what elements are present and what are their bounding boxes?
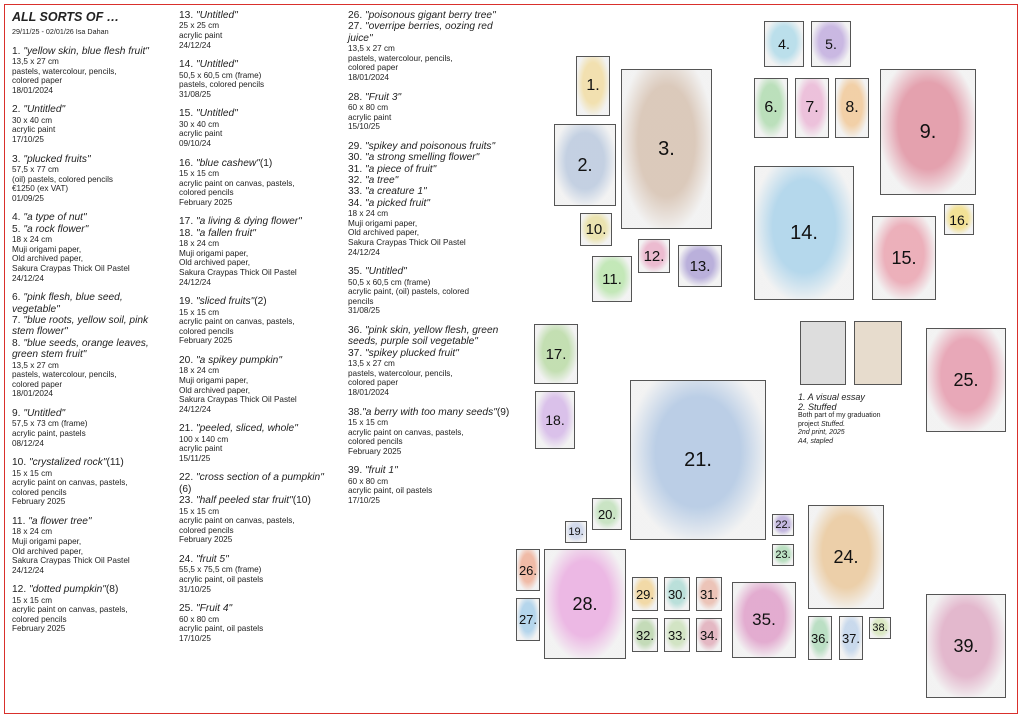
artwork-title [12,154,162,165]
artwork-details: 60 x 80 cm acrylic paint, oil pastels 17/10/25 [179,614,264,643]
artwork-title-text: "cross section of a pumpkin" [196,472,324,484]
artwork-label: 11. [602,270,622,288]
artwork-details: 15 x 15 cm acrylic paint on canvas, pastels, colored pencils February 2025 [12,595,128,634]
artwork-details: 50,5 x 60,5 cm (frame) pastels, colored pencils 31/08/25 [179,70,265,99]
artwork-entry [12,104,162,144]
artwork-thumbnail [808,616,832,660]
artwork-entry [348,325,513,398]
artwork-thumbnail [621,69,712,229]
column-1 [12,10,162,643]
artwork-number: 32. [348,175,365,186]
artwork-count: (11) [106,457,124,469]
artwork-title [179,495,329,506]
artwork-entry [12,457,162,507]
artwork-title-text: "Untitled" [196,108,238,120]
artwork-title [348,92,513,103]
artwork-label: 18. [545,412,565,428]
artwork-number: 29. [348,140,365,152]
artwork-title-text: "a picked fruit" [365,197,430,209]
artwork-details: 60 x 80 cm acrylic paint 15/10/25 [348,103,392,132]
artwork-title-text: "spikey plucked fruit" [365,347,459,359]
artwork-title [179,216,329,227]
artwork-label: 23. [775,549,791,561]
artwork-title-text: "half peeled star fruit" [196,495,293,507]
artwork-details: 13,5 x 27 cm pastels, watercolour, pencils, colored paper 18/01/2024 [12,57,117,95]
artwork-title-text: "dotted pumpkin" [29,584,106,596]
artwork-number: 30. [348,152,365,164]
artwork-label: 5. [825,36,837,52]
artwork-title [179,59,329,70]
artwork-thumbnail [772,544,794,566]
artwork-title [179,108,329,119]
artwork-title [348,10,513,21]
artwork-label: 10. [585,221,607,238]
artwork-thumbnail [565,521,587,543]
artwork-details: 18 x 24 cm Muji origami paper, Old archived paper, Sakura Craypas Thick Oil Pastel 24/12/24 [179,366,297,414]
caption-line-2: 2. Stuffed [798,402,837,412]
artwork-number: 39. [348,465,365,477]
artwork-title-text: "Untitled" [196,59,238,71]
artwork-number: 4. [12,212,24,224]
artwork-thumbnail [632,577,658,611]
artwork-label: 4. [778,36,790,52]
artwork-number: 28. [348,91,365,103]
artwork-label: 26. [518,562,538,578]
artwork-number: 20. [179,354,196,366]
artwork-thumbnail [544,549,626,659]
artwork-label: 12. [643,247,665,265]
artwork-title [179,228,329,239]
artwork-label: 6. [764,99,778,116]
artwork-number: 35. [348,266,365,278]
artwork-title [348,465,513,476]
artwork-label: 17. [545,345,567,363]
artwork-title [12,212,162,223]
artwork-title-text: "peeled, sliced, whole" [196,423,298,435]
artwork-details: 57,5 x 77 cm (oil) pastels, colored pencils €1250 (ex VAT) 01/09/25 [12,164,114,203]
artwork-title-text: "plucked fruits" [23,153,91,165]
caption-note-1: Both part of my graduation [798,412,881,419]
artwork-details: 57,5 x 73 cm (frame) acrylic paint, pastels 08/12/24 [12,419,88,448]
artwork-thumbnail [678,245,722,287]
artwork-thumbnail [835,78,869,138]
artwork-entry [348,465,513,505]
artwork-label: 8. [845,99,859,116]
artwork-thumbnail [576,56,610,116]
artwork-number: 3. [12,153,24,165]
artwork-title-text: "overripe berries, oozing red juice" [348,21,493,44]
artwork-title [179,603,329,614]
caption-note-3: 2nd print, 2025 [798,429,845,436]
artwork-title [179,10,329,21]
artwork-label: 32. [635,627,655,643]
artwork-details: 50,5 x 60,5 cm (frame) acrylic paint, (oil) pastels, colored pencils 31/08/25 [348,277,470,316]
artwork-title [12,457,162,468]
column-3 [348,10,513,515]
artwork-thumbnail [754,78,788,138]
artwork-entry [348,141,513,257]
artwork-title [348,175,513,186]
artwork-thumbnail [664,577,690,611]
artwork-title [348,186,513,197]
artwork-number: 38. [348,406,363,418]
artwork-number: 37. [348,347,365,359]
artwork-label: 13. [689,257,711,275]
artwork-details: 55,5 x 75,5 cm (frame) acrylic paint, oil pastels 31/10/25 [179,565,264,594]
artwork-title-text: "a berry with too many seeds" [362,406,497,418]
artwork-label: 37. [841,630,861,646]
artwork-entry [179,216,329,287]
artwork-entry [348,407,513,457]
artwork-title [12,292,162,315]
artwork-label: 19. [568,526,584,538]
artwork-thumbnail [696,577,722,611]
essay-booklet-2 [854,321,902,385]
artwork-number: 19. [179,296,196,308]
artwork-entry [179,10,329,50]
artwork-label: 29. [635,586,655,602]
artwork-thumbnail [808,505,884,609]
artwork-number: 13. [179,10,196,21]
artwork-details: 30 x 40 cm acrylic paint 09/10/24 [179,119,223,148]
artwork-thumbnail [732,582,796,658]
artwork-title-text: "spikey and poisonous fruits" [365,140,496,152]
artwork-count: (2) [254,296,267,308]
artwork-title [348,348,513,359]
artwork-entry [12,408,162,448]
artwork-thumbnail [535,391,575,449]
artwork-label: 35. [752,610,776,629]
artwork-number: 23. [179,495,196,507]
artwork-title-text: "a spikey pumpkin" [196,354,282,366]
page-title: ALL SORTS OF … [12,10,120,24]
artwork-label: 2. [577,154,593,175]
artwork-title [348,21,513,44]
artwork-number: 5. [12,223,24,235]
artwork-title [179,355,329,366]
artwork-label: 21. [684,448,712,471]
artwork-title [348,152,513,163]
artwork-title-text: "blue cashew" [196,157,260,169]
artwork-number: 8. [12,337,24,349]
artwork-entry [12,212,162,283]
artwork-thumbnail [592,256,632,302]
artwork-thumbnail [926,594,1006,698]
artwork-thumbnail [516,598,540,641]
artwork-entry [179,296,329,346]
artwork-count: (8) [105,584,119,596]
artwork-details: 15 x 15 cm acrylic paint on canvas, pastels, colored pencils February 2025 [179,307,295,346]
artwork-label: 36. [810,630,830,646]
artwork-title-text: "pink skin, yellow flesh, green seeds, purple soil vegetable" [348,324,499,348]
artwork-title-text: "a flower tree" [28,515,92,527]
artwork-title [12,104,162,115]
artwork-title [179,554,329,565]
artwork-title [12,315,162,338]
artwork-details: 15 x 15 cm acrylic paint on canvas, pastels, colored pencils February 2025 [179,168,295,207]
artwork-title [12,408,162,419]
artwork-thumbnail [696,618,722,652]
artwork-thumbnail [872,216,936,300]
artwork-thumbnail [880,69,976,195]
artwork-title-text: "Untitled" [23,407,66,419]
artwork-title-text: "pink flesh, blue seed, vegetable" [12,292,123,315]
artwork-thumbnail [764,21,804,67]
artwork-label: 3. [658,137,675,160]
artwork-title [348,325,513,348]
artwork-entry [12,46,162,96]
artwork-thumbnail [592,498,622,530]
artwork-thumbnail [630,380,766,540]
artwork-entry [12,292,162,399]
artwork-title-text: "blue roots, yellow soil, pink stem flower" [12,314,149,338]
artwork-details: 18 x 24 cm Muji origami paper, Old archived paper, Sakura Craypas Thick Oil Pastel 24/12/24 [12,527,130,575]
artwork-title-text: "a creature 1" [365,186,427,198]
artwork-number: 33. [348,186,365,198]
artwork-title-text: "fruit 5" [196,554,229,566]
artwork-details: 25 x 25 cm acrylic paint 24/12/24 [179,21,223,50]
artwork-title-text: "a piece of fruit" [365,163,437,175]
artwork-entry [12,154,162,204]
artwork-details: 15 x 15 cm acrylic paint on canvas, pastels, colored pencils February 2025 [179,506,295,545]
artwork-number: 31. [348,163,365,175]
artwork-thumbnail [772,514,794,536]
artwork-entry [179,554,329,594]
artwork-number: 12. [12,584,29,596]
artwork-thumbnail [754,166,854,300]
artwork-label: 25. [953,369,979,390]
artwork-details: 18 x 24 cm Muji origami paper, Old archived paper, Sakura Craypas Thick Oil Pastel 24/12/24 [179,239,297,287]
artwork-title [348,164,513,175]
artwork-thumbnail [638,239,670,273]
essay-caption [798,392,908,446]
artwork-title [348,198,513,209]
artwork-count: (9) [496,406,510,418]
artwork-number: 22. [179,472,196,484]
artwork-thumbnail [554,124,616,206]
artwork-title [12,46,162,57]
artwork-number: 7. [12,314,24,326]
artwork-details: 18 x 24 cm Muji origami paper, Old archived paper, Sakura Craypas Thick Oil Pastel 24/12/24 [348,209,466,257]
artwork-label: 9. [919,120,937,143]
artwork-number: 34. [348,197,365,209]
artwork-thumbnail [869,617,891,639]
artwork-title-text: "poisonous gigant berry tree" [365,10,496,21]
artwork-title [179,158,329,169]
artwork-number: 9. [12,407,24,419]
artwork-title-text: "fruit 1" [365,465,398,477]
artwork-thumbnail [580,213,612,246]
artwork-label: 20. [597,506,617,522]
artwork-title [179,472,329,495]
artwork-thumbnail [944,204,974,235]
artwork-title [12,338,162,361]
artwork-title-text: "a living & dying flower" [196,216,302,228]
artwork-number: 14. [179,59,196,71]
artwork-title [12,224,162,235]
artwork-label: 7. [805,99,819,116]
artwork-title-text: "a tree" [365,175,399,186]
artwork-number: 36. [348,324,365,336]
artwork-thumbnail [664,618,690,652]
artwork-title [348,266,513,277]
artwork-entry [348,92,513,132]
artwork-number: 15. [179,108,196,120]
caption-note-4: A4, stapled [798,437,834,445]
artwork-details: 13,5 x 27 cm pastels, watercolour, pencils, colored paper 18/01/2024 [12,360,117,399]
artwork-title-text: "a rock flower" [23,223,89,235]
artwork-title-text: "crystalized rock" [29,457,107,469]
artwork-number: 16. [179,157,196,169]
artwork-thumbnail [632,618,658,652]
artwork-label: 27. [518,612,538,627]
exhibition-dates: 29/11/25 - 02/01/26 Isa Dahan [12,27,109,36]
artwork-title-text: "yellow skin, blue flesh fruit" [23,45,149,57]
artwork-label: 33. [667,627,687,643]
artwork-entry [348,266,513,316]
caption-line-1: 1. A visual essay [798,392,865,402]
artwork-number: 2. [12,104,24,116]
artwork-label: 38. [872,622,888,634]
artwork-title [348,141,513,152]
artwork-label: 14. [790,221,818,244]
artwork-label: 16. [949,211,969,228]
artwork-title-text: "Untitled" [365,266,407,278]
artwork-title [348,407,513,418]
artwork-title-text: "Untitled" [23,104,66,116]
artwork-title-text: "Untitled" [196,10,238,21]
artwork-number: 1. [12,45,24,57]
artwork-details: 15 x 15 cm acrylic paint on canvas, pastels, colored pencils February 2025 [348,417,464,456]
artwork-title-text: "a fallen fruit" [196,227,256,239]
artwork-number: 10. [12,457,29,469]
artwork-label: 1. [586,77,600,94]
artwork-details: 30 x 40 cm acrylic paint 17/10/25 [12,115,56,144]
artwork-title [179,296,329,307]
artwork-number: 25. [179,603,196,615]
artwork-title-text: "a strong smelling flower" [365,152,480,164]
artwork-entry [348,10,513,83]
artwork-count: (10) [292,495,311,507]
artwork-title [179,423,329,434]
artwork-label: 30. [667,586,687,602]
artwork-thumbnail [839,616,863,660]
artwork-details: 13,5 x 27 cm pastels, watercolour, pencils, colored paper 18/01/2024 [348,44,453,82]
caption-note-2-italic: Stuffed. [820,420,846,428]
artwork-number: 18. [179,227,196,239]
artwork-number: 24. [179,554,196,566]
artwork-label: 22. [775,519,791,531]
artwork-label: 28. [572,593,598,614]
artwork-entry [179,603,329,643]
artwork-title-text: "a type of nut" [23,212,87,224]
artwork-thumbnail [516,549,540,591]
artwork-entry [179,158,329,208]
artwork-thumbnail [795,78,829,138]
artwork-title [12,516,162,527]
artwork-title-text: "blue seeds, orange leaves, green stem fruit" [12,337,149,361]
column-2 [179,10,329,652]
artwork-entry [179,355,329,414]
artwork-entry [179,423,329,463]
artwork-title-text: "Fruit 3" [365,91,402,103]
caption-note-2 [798,421,908,430]
artwork-title-text: "Fruit 4" [196,603,233,615]
artwork-entry [12,516,162,575]
artwork-entry [179,108,329,148]
artwork-thumbnail [534,324,578,384]
artwork-label: 34. [699,627,719,643]
artwork-count: (6) [179,483,192,495]
artwork-details: 60 x 80 cm acrylic paint, oil pastels 17/10/25 [348,476,433,505]
artwork-label: 24. [833,546,859,567]
artwork-number: 17. [179,216,196,228]
essay-booklet-1 [800,321,846,385]
artwork-number: 6. [12,292,24,304]
artwork-details: 100 x 140 cm acrylic paint 15/11/25 [179,434,229,463]
artwork-entry [179,59,329,99]
artwork-entry [179,472,329,545]
artwork-number: 21. [179,423,196,435]
artwork-details: 13,5 x 27 cm pastels, watercolour, pencils, colored paper 18/01/2024 [348,359,453,397]
artwork-title [12,584,162,595]
artwork-number: 26. [348,10,365,21]
artwork-details: 18 x 24 cm Muji origami paper, Old archived paper, Sakura Craypas Thick Oil Pastel 24/12/24 [12,235,130,283]
artwork-number: 11. [12,515,29,527]
artwork-details: 15 x 15 cm acrylic paint on canvas, pastels, colored pencils February 2025 [12,468,128,507]
artwork-count: (1) [259,157,273,169]
artwork-title-text: "sliced fruits" [196,296,255,308]
artwork-label: 39. [953,635,979,656]
artwork-thumbnail [926,328,1006,432]
artwork-number: 27. [348,21,365,33]
artwork-label: 15. [891,247,917,268]
artwork-thumbnail [811,21,851,67]
caption-note-2-text: project [798,420,821,428]
artwork-entry [12,584,162,634]
artwork-label: 31. [699,586,719,602]
